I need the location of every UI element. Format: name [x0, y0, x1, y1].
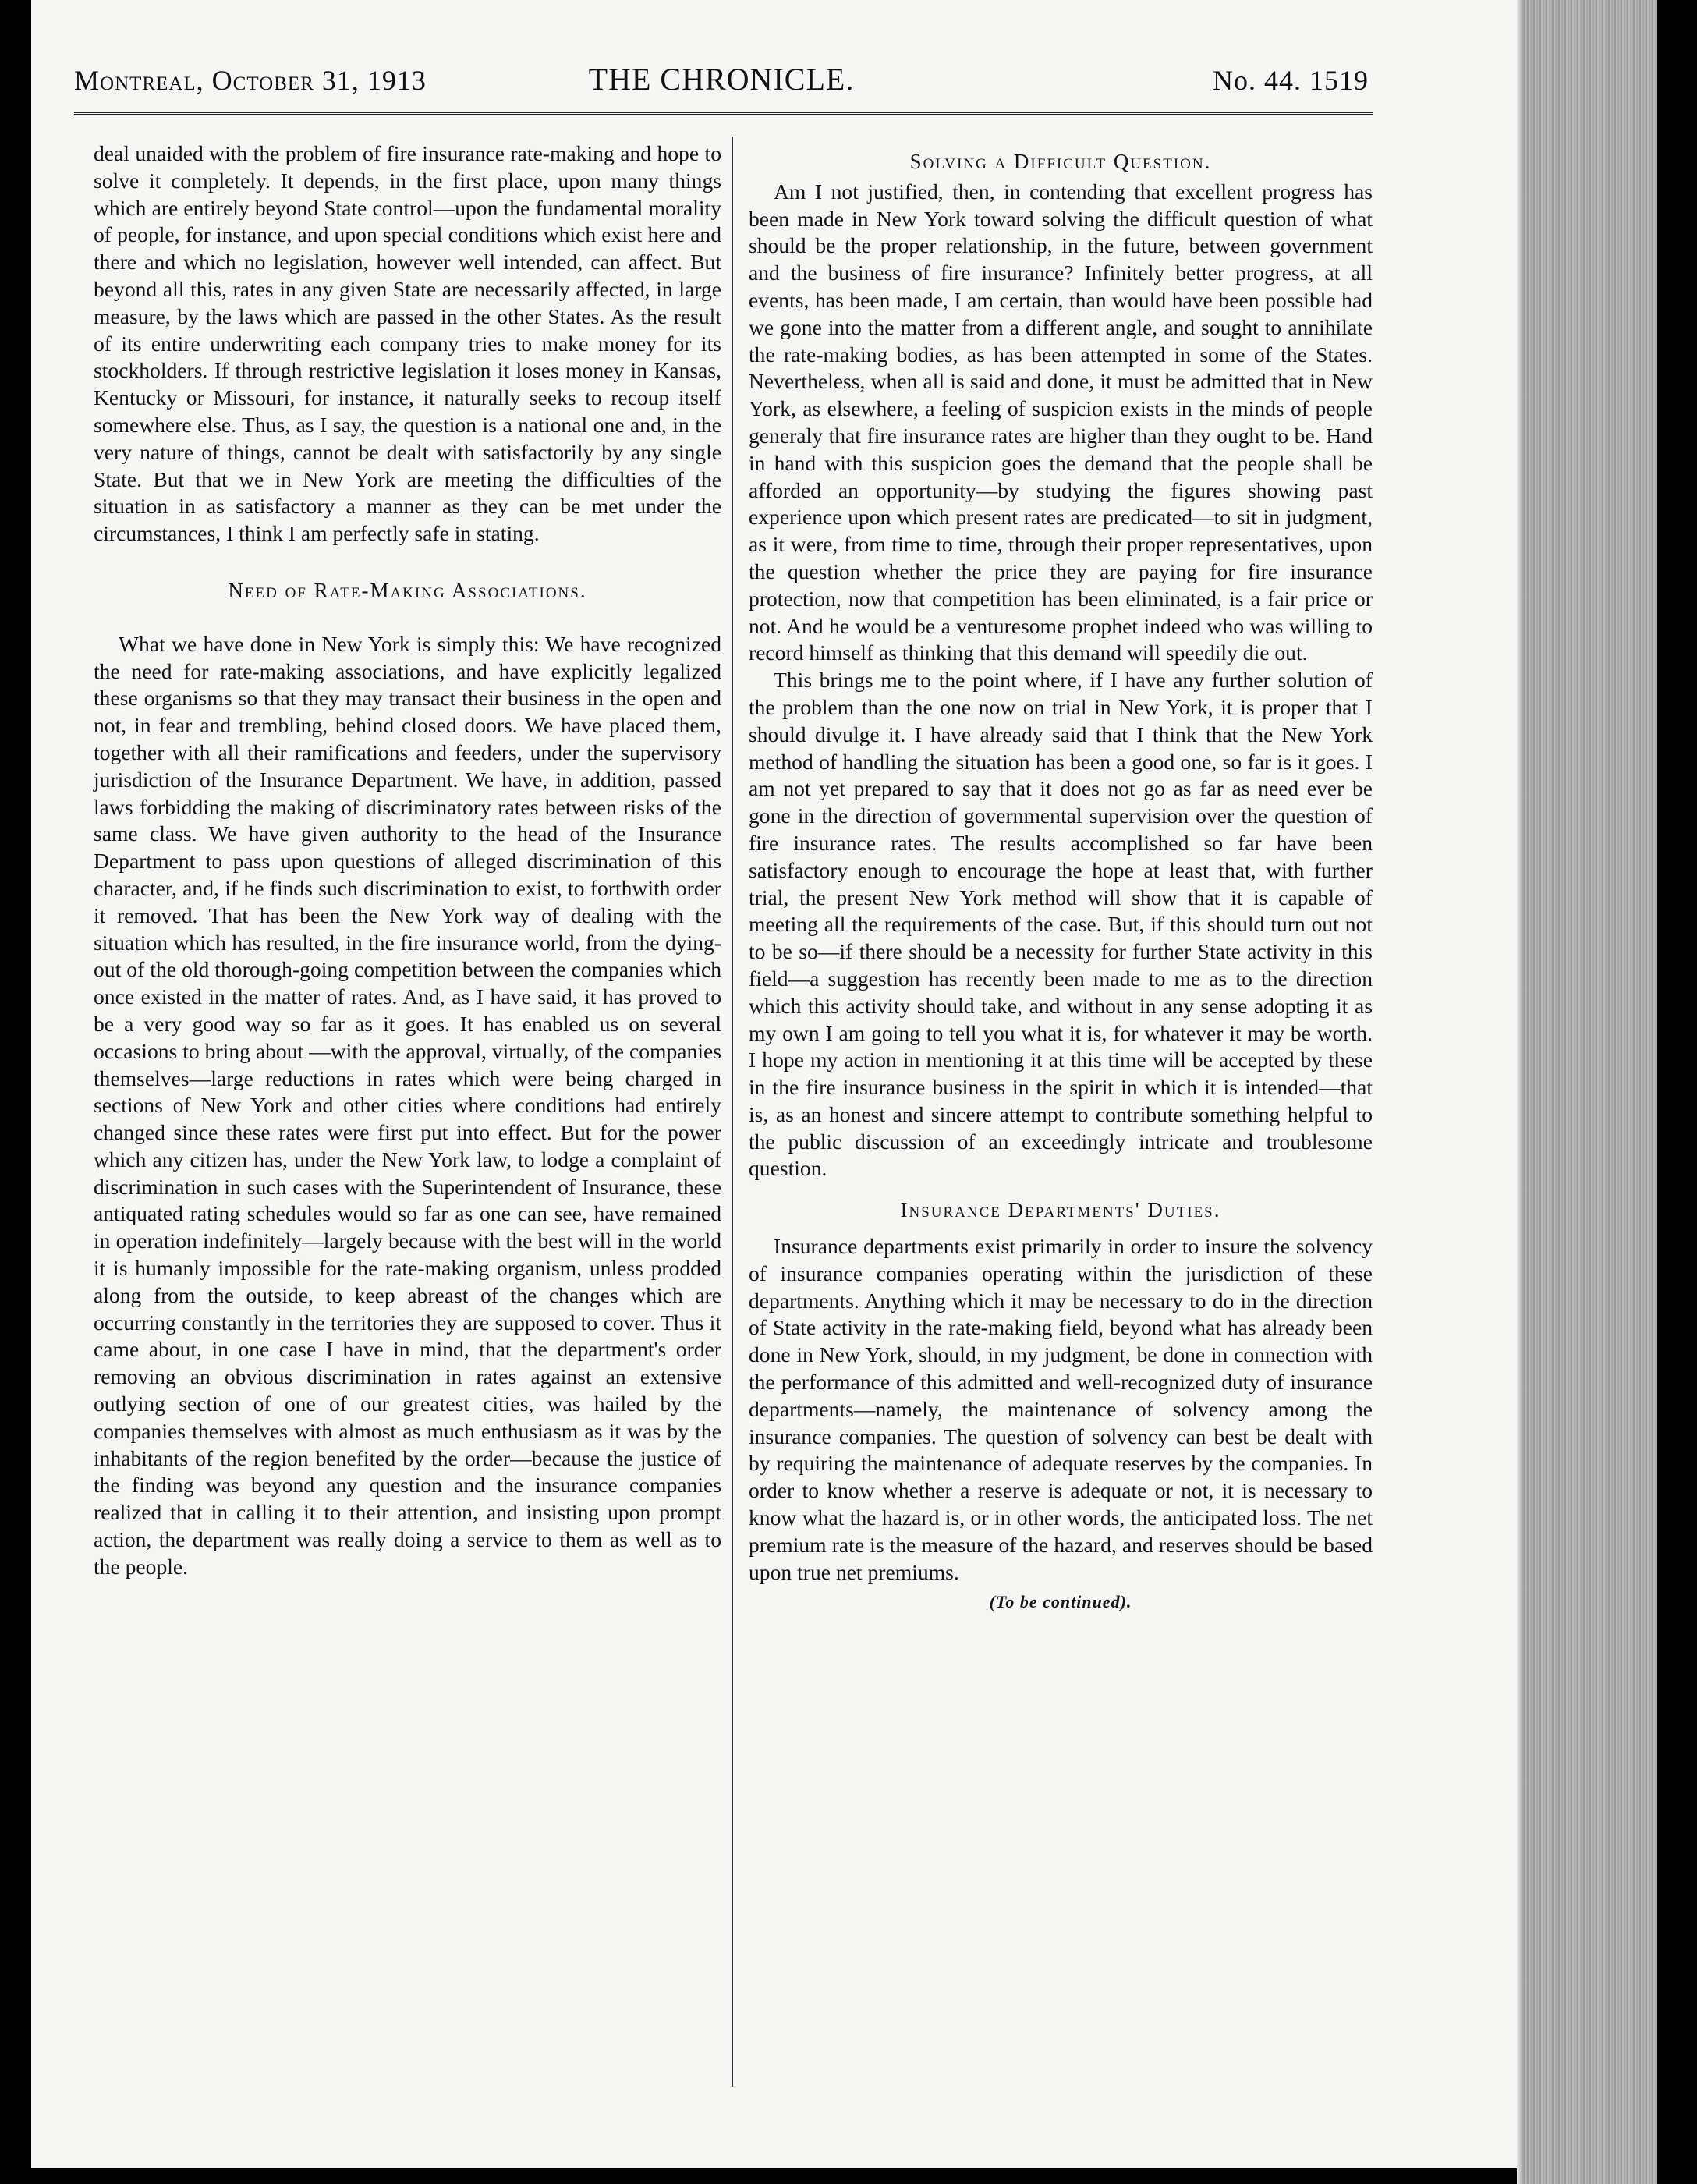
book-spine: [1525, 0, 1657, 2184]
left-intro-paragraph: deal unaided with the problem of fire insurance rate-making and hope to solve it completely. It depends, in the first place, upon many things which are entirely beyond State control—upon the fundamental morality of people, for instance, and upon special conditions which exist here and there and which no legislation, however well intended, can affect. But beyond all this, rates in any given State are necessarily affected, in large measure, by the laws which are passed in the other States. As the result of its entire underwriting each company tries to make money for its stockholders. If through restrictive legislation it loses money in Kansas, Kentucky or Missouri, for instance, it naturally seeks to recoup itself somewhere else. Thus, as I say, the question is a national one and, in the very nature of things, cannot be dealt with satisfactorily by any single State. But that we in New York are meeting the difficulties of the situation in as satisfactory a manner as they can be met under the circumstances, I think I am perfectly safe in stating.: [94, 141, 721, 546]
left-column: [94, 140, 721, 1581]
column-divider: [732, 136, 733, 2086]
left-body-paragraph: What we have done in New York is simply this: We have recognized the need for rate-making associations, and have explicitly legalized these organisms so that they may transact their business in the open and not, in fear and trembling, behind closed doors. We have placed them, together with all their ramifications and feeders, under the supervisory jurisdiction of the Insurance Department. We have, in addition, passed laws forbidding the making of discriminatory rates between risks of the same class. We have given authority to the head of the Insurance Department to pass upon questions of alleged discrimination of this character, and, if he finds such discrimination to exist, to forthwith order it removed. That has been the New York way of dealing with the situation which has resulted, in the fire insurance world, from the dying-out of the old thorough-going competition between the companies which once existed in the matter of rates. And, as I have said, it has proved to be a very good way so far as it goes. It has enabled us on several occasions to bring about —with the approval, virtually, of the companies themselves—large reductions in rates which were being charged in sections of New York and other cities where conditions had entirely changed since these rates were first put into effect. But for the power which any citizen has, under the New York law, to lodge a complaint of discrimination in such cases with the Superintendent of Insurance, these antiquated rating schedules would so far as one can see, have remained in operation indefinitely—largely because with the best will in the world it is humanly impossible for the rate-making organism, unless prodded along from the outside, to keep abreast of the changes which are occurring constantly in the territories they are supposed to cover. Thus it came about, in one case I have in mind, that the department's order removing an obvious discrimination in rates against an extensive outlying section of one of our greatest cities, was hailed by the companies themselves with almost as much enthusiasm as it was by the inhabitants of the region benefited by the order—because the justice of the finding was beyond any question and the insurance companies realized that in calling it to their attention, and insisting upon prompt action, the department was really doing a service to them as well as to the people.: [94, 631, 721, 1579]
header-masthead: THE CHRONICLE.: [588, 62, 855, 97]
right-paragraph-2: This brings me to the point where, if I have any further solution of the problem than the one now on trial in New York, it is proper that I should divulge it. I have already said that I think that the New York method of handling the situation has been a good one, so far is it goes. I am not yet prepared to say that it does not go as far as need ever be gone in the direction of governmental supervision over the question of fire insurance rates. The results accomplished so far have been satisfactory enough to encourage the hope at least that, with further trial, the present New York method will show that it is capable of meeting all the requirements of the case. But, if this should turn out not to be so—if there should be a necessity for further State activity in this field—a suggestion has recently been made to me as to the direction which this activity should take, and without in any sense adopting it as my own I am going to tell you what it is, for whatever it may be worth. I hope my action in mentioning it at this time will be accepted by these in the fire insurance business in the spirit in which it is intended—that is, as an honest and sincere attempt to contribute something helpful to the public discussion of an exceedingly intricate and troublesome question.: [749, 668, 1373, 1181]
right-paragraph-3: Insurance departments exist primarily in order to insure the solvency of insurance companies operating within the jurisdiction of these departments. Anything which it may be necessary to do in the direction of State activity in the rate-making field, beyond what has already been done in New York, should, in my judgment, be done in connection with the performance of this admitted and well-recognized duty of insurance departments—namely, the maintenance of solvency among the insurance companies. The question of solvency can best be dealt with by requiring the maintenance of adequate reserves by the companies. In order to know whether a reserve is adequate or not, it is necessary to know what the hazard is, or in other words, the anticipated loss. The net premium rate is the measure of the hazard, and reserves should be based upon true net premiums.: [749, 1234, 1373, 1584]
right-column: [749, 148, 1373, 1616]
header-rule: [74, 112, 1373, 115]
left-section-heading: Need of Rate-Making Associations.: [228, 578, 587, 602]
to-be-continued: (To be continued).: [989, 1592, 1132, 1612]
right-section-heading-1: Solving a Difficult Question.: [909, 150, 1212, 173]
header-dateline: Montreal, October 31, 1913: [74, 65, 427, 96]
header-issue-page: No. 44. 1519: [1213, 65, 1369, 96]
right-section-heading-2: Insurance Departments' Duties.: [900, 1198, 1221, 1222]
right-paragraph-1: Am I not justified, then, in contending that excellent progress has been made in New York toward solving the difficult question of what should be the proper relationship, in the future, between government and the business of fire insurance? Infinitely better progress, at all events, has been made, I am certain, than would have been possible had we gone into the matter from a different angle, and sought to annihilate the rate-making bodies, as has been attempted in some of the States. Nevertheless, when all is said and done, it must be admitted that in New York, as elsewhere, a feeling of suspicion exists in the minds of people generaly that fire insurance rates are higher than they ought to be. Hand in hand with this suspicion goes the demand that the people shall be afforded an opportunity—by studying the figures showing past experience upon which present rates are predicated—to sit in judgment, as it were, from time to time, through their proper representatives, upon the question whether the price they are paying for fire insurance protection, now that competition has been eliminated, is a fair price or not. And he would be a venturesome prophet indeed who was willing to record himself as thinking that this demand will speedily die out.: [749, 179, 1373, 665]
page-header: [74, 64, 1369, 111]
